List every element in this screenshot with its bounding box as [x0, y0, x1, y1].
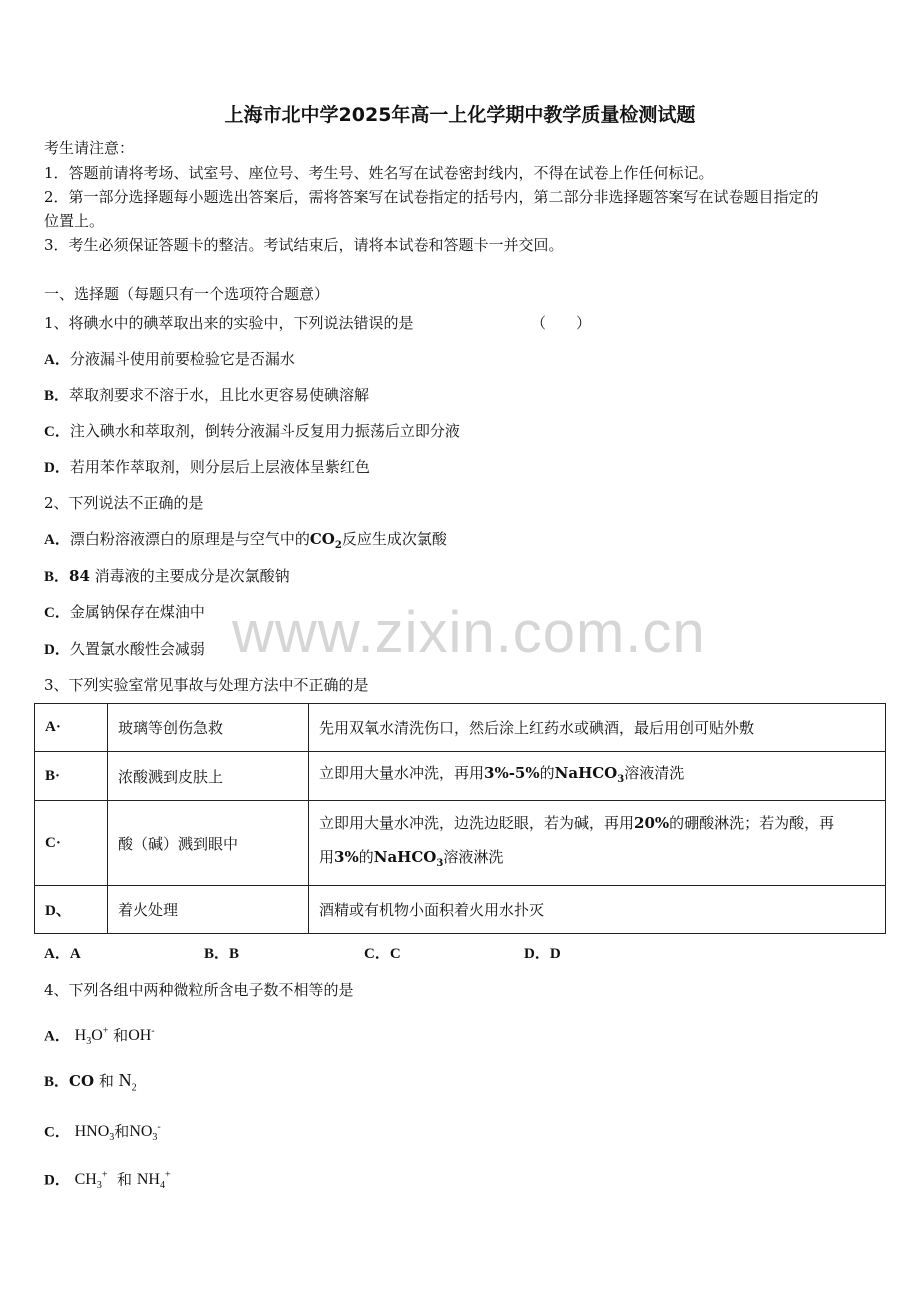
option-text: 反应生成次氯酸 — [341, 530, 447, 548]
question-1-stem: 1、将碘水中的碘萃取出来的实验中，下列说法错误的是 — [44, 314, 414, 332]
question-1-option-a — [44, 348, 295, 371]
accident-cell: 酸（碱）溅到眼中 — [108, 801, 309, 886]
question-1-option-b — [44, 384, 369, 407]
chemical-formula: $CH_3^+$ — [74, 1170, 108, 1192]
option-text: 久置氯水酸性会减弱 — [69, 640, 205, 658]
row-label: C· — [35, 801, 108, 886]
row-label: D、 — [35, 886, 108, 934]
table-row — [35, 704, 886, 752]
question-3-stem: 3、下列实验室常见事故与处理方法中不正确的是 — [44, 676, 369, 694]
option-label: D． — [44, 642, 70, 658]
question-4-option-d — [44, 1165, 171, 1198]
option-label: A． — [44, 352, 70, 368]
option-number: 84 — [69, 567, 90, 585]
answer-choice-b: B．B — [204, 946, 240, 962]
conjunction: 和 — [98, 1072, 114, 1090]
question-1-option-c — [44, 420, 460, 443]
method-cell: 立即用大量水冲洗，边洗边眨眼，若为碱，再用20%的硼酸淋洗；若为酸，再 用3%的NaHCO$_3$溶液淋洗 — [309, 801, 886, 886]
conjunction: 和 — [114, 1122, 130, 1141]
option-label: C． — [44, 424, 70, 440]
chemical-formula: CO — [309, 530, 335, 548]
method-cell: 先用双氧水清洗伤口，然后涂上红药水或碘酒，最后用创可贴外敷 — [309, 704, 886, 752]
question-2-stem: 2、下列说法不正确的是 — [44, 494, 204, 512]
option-text: 消毒液的主要成分是次氯酸钠 — [94, 567, 290, 585]
option-label: A． — [44, 1028, 70, 1045]
question-4-option-c — [44, 1117, 161, 1150]
option-label: C． — [44, 605, 70, 621]
formula-subscript: 2 — [334, 540, 342, 551]
option-text: 若用苯作萃取剂，则分层后上层液体呈紫红色 — [69, 458, 370, 476]
option-text: 萃取剂要求不溶于水，且比水更容易使碘溶解 — [69, 386, 370, 404]
question-4-option-a — [44, 1021, 155, 1054]
option-text: 分液漏斗使用前要检验它是否漏水 — [69, 350, 295, 368]
chemical-formula: OH- — [128, 1026, 155, 1045]
option-label: B． — [44, 569, 70, 585]
option-text: 注入碘水和萃取剂，倒转分液漏斗反复用力振荡后立即分液 — [69, 422, 460, 440]
chemical-formula: $N_2$ — [118, 1070, 137, 1094]
conjunction: 和 — [113, 1026, 129, 1045]
table-row — [35, 752, 886, 801]
row-label: A· — [35, 704, 108, 752]
conjunction: 和 — [117, 1170, 133, 1189]
option-label: B． — [44, 1074, 70, 1090]
option-label: D． — [44, 460, 70, 476]
notice-item: 3．考生必须保证答题卡的整洁。考试结束后，请将本试卷和答题卡一并交回。 — [44, 236, 564, 254]
answer-choice-c: C．C — [364, 946, 401, 962]
answer-bracket: （ ） — [531, 314, 592, 332]
question-2-option-b — [44, 565, 290, 588]
notice-item: 2．第一部分选择题每小题选出答案后，需将答案写在试卷指定的括号内，第二部分非选择题答案写在试卷题目指定的 — [44, 188, 819, 206]
accident-cell: 玻璃等创伤急救 — [108, 704, 309, 752]
table-row — [35, 801, 886, 886]
page-title: 上海市北中学2025年高一上化学期中教学质量检测试题 — [224, 104, 696, 126]
accident-table — [34, 703, 886, 934]
chemical-formula: $H_3O^+$ — [74, 1026, 109, 1048]
option-text: 金属钠保存在煤油中 — [69, 603, 205, 621]
notice-item: 1．答题前请将考场、试室号、座位号、考生号、姓名写在试卷密封线内，不得在试卷上作任何标记。 — [44, 164, 714, 182]
question-4-stem: 4、下列各组中两种微粒所含电子数不相等的是 — [44, 981, 354, 999]
question-2-option-a — [44, 528, 447, 557]
chemical-formula: CO — [69, 1072, 95, 1090]
accident-cell: 着火处理 — [108, 886, 309, 934]
watermark: www.zixin.com.cn — [232, 600, 706, 665]
chemical-formula: $NO_3^-$ — [129, 1122, 161, 1144]
question-2-option-d — [44, 638, 205, 661]
method-cell: 酒精或有机物小面积着火用水扑灭 — [309, 886, 886, 934]
question-1-option-d — [44, 456, 370, 479]
accident-cell: 浓酸溅到皮肤上 — [108, 752, 309, 801]
table-row — [35, 886, 886, 934]
option-label: D． — [44, 1172, 70, 1189]
chemical-formula: $HNO_3$ — [74, 1123, 115, 1144]
option-label: B． — [44, 388, 70, 404]
question-4-option-b — [44, 1069, 137, 1100]
section-heading: 一、选择题（每题只有一个选项符合题意） — [44, 285, 330, 303]
option-label: A． — [44, 532, 70, 548]
answer-choice-a: A．A — [44, 946, 81, 962]
chemical-formula: $NH_4^+$ — [136, 1170, 171, 1192]
answer-choice-d: D．D — [524, 946, 561, 962]
row-label: B· — [35, 752, 108, 801]
question-2-option-c — [44, 601, 205, 624]
option-text: 漂白粉溶液漂白的原理是与空气中的 — [69, 530, 310, 548]
method-cell: 立即用大量水冲洗，再用3%-5%的NaHCO$_3$溶液清洗 — [309, 752, 886, 801]
notice-heading: 考生请注意： — [44, 139, 135, 157]
notice-item: 位置上。 — [44, 212, 105, 230]
option-label: C． — [44, 1124, 70, 1141]
